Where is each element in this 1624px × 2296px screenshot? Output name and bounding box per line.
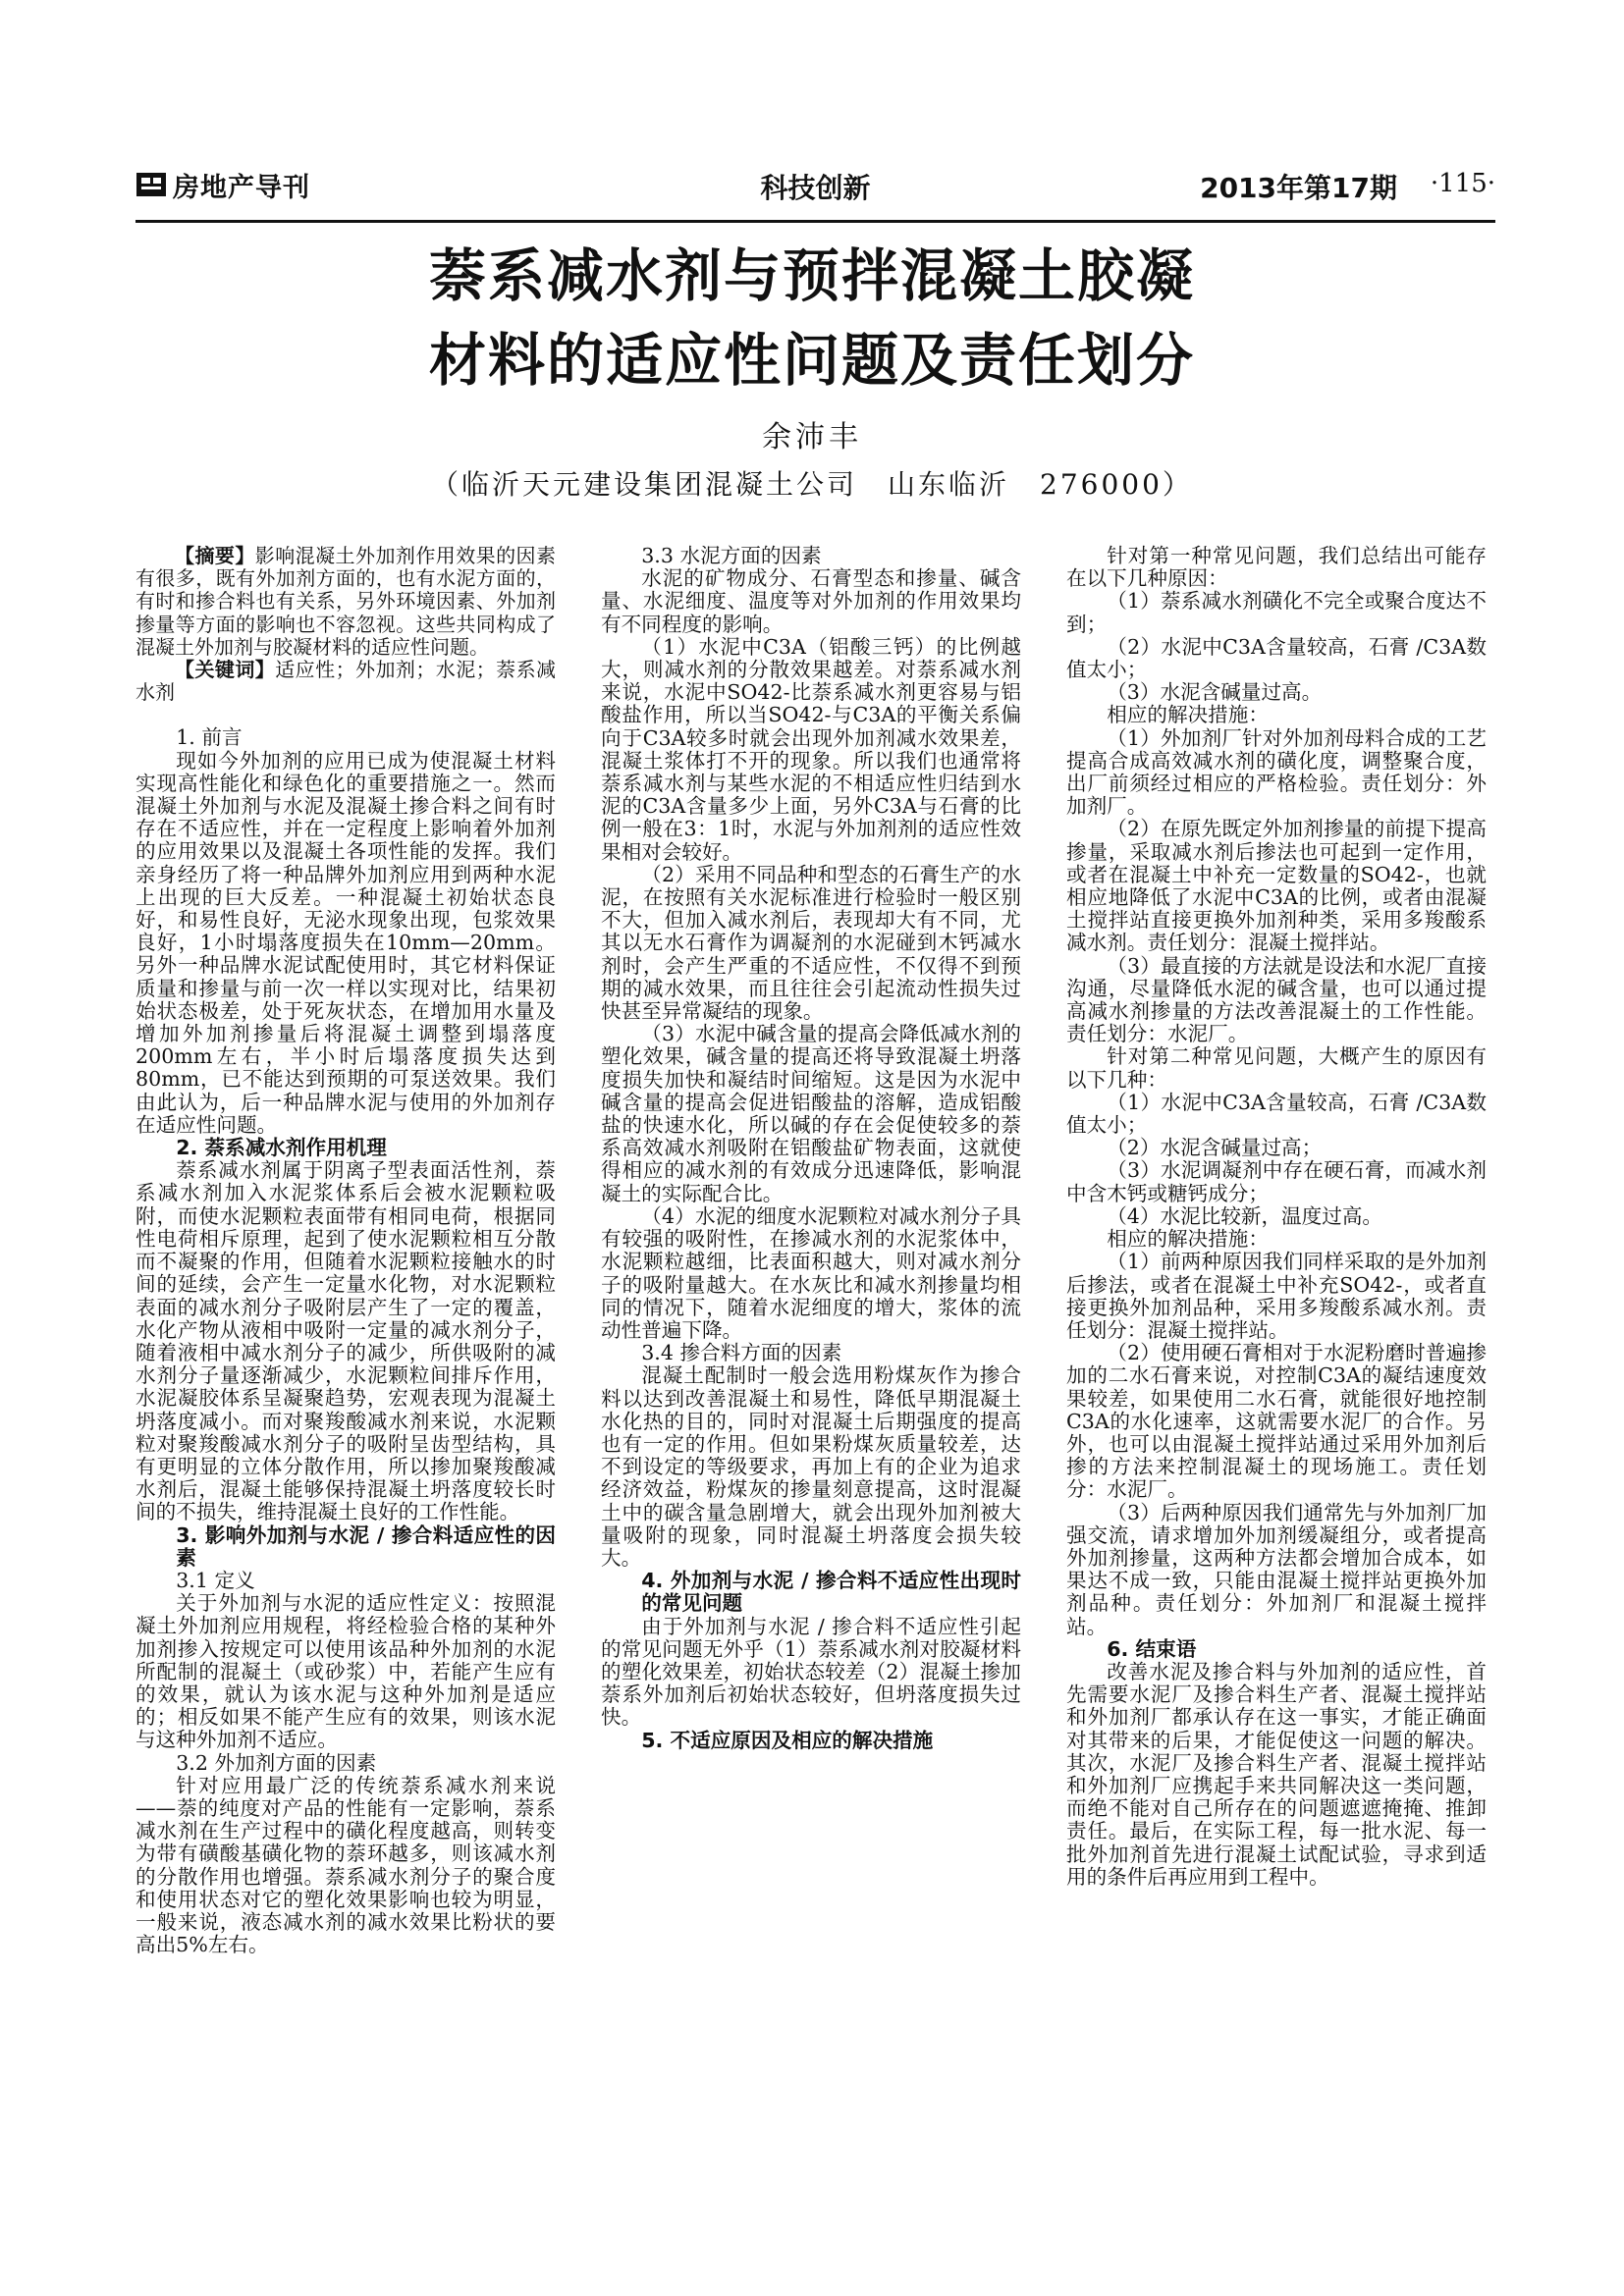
section-5-intro-2: 针对第二种常见问题，大概产生的原因有以下几种： (1066, 1044, 1487, 1092)
page-number: ·115· (1430, 169, 1495, 198)
section-3-3-item-3: （3）水泥中碱含量的提高会降低减水剂的塑化效果，碱含量的提高还将导致混凝土坍落度损失加快和凝结时间缩短。这是因为水泥中碱含量的提高会促进铝酸盐的溶解，造成铝酸盐的快速水化，所以碱的存在会促使较多的萘系高效减水剂吸附在铝酸盐矿物表面，这就使得相应的减水剂的有效成分迅速降低，影响混凝土的实际配合比。 (601, 1022, 1021, 1205)
section-3-2-heading: 3.2 外加剂方面的因素 (176, 1750, 377, 1775)
abstract: 【摘要】影响混凝土外加剂作用效果的因素有很多，既有外加剂方面的，也有水泥方面的，有时和掺合料也有关系，另外环境因素、外加剂掺量等方面的影响也不容忽视。这些共同构成了混凝土外加剂与胶凝材料的适应性问题。 (135, 544, 557, 659)
title-line-2: 材料的适应性问题及责任划分 (428, 327, 1195, 394)
section-2-heading: 2. 萘系减水剂作用机理 (176, 1136, 387, 1160)
page-header (135, 157, 1495, 214)
section-3-4-paragraph: 混凝土配制时一般会选用粉煤灰作为掺合料以达到改善混凝土和易性，降低早期混凝土水化热的目的，同时对混凝土后期强度的提高也有一定的作用。但如果粉煤灰质量较差，达不到设定的等级要求，再加上有的企业为追求经济效益，粉煤灰的掺量刻意提高，这时混凝土中的碳含量急剧增大，就会出现外加剂被大量吸附的现象，同时混凝土坍落度会损失较大。 (601, 1363, 1021, 1570)
section-5-measures-label-1: 相应的解决措施： (1107, 703, 1269, 727)
section-4-heading: 4. 外加剂与水泥 / 掺合料不适应性出现时的常见问题 (641, 1569, 1021, 1616)
section-5-cause-3: （3）水泥调凝剂中存在硬石膏，而减水剂中含木钙或糖钙成分； (1066, 1158, 1487, 1205)
section-5-measure-2: （2）在原先既定外加剂掺量的前提下提高掺量，采取减水剂后掺法也可起到一定作用，或者在混凝土中补充一定数量的SO42-，也就相应地降低了水泥中C3A的比例，或者由混凝土搅拌站直接更换外加剂种类，采用多羧酸系减水剂。责任划分：混凝土搅拌站。 (1066, 817, 1487, 955)
title-line-1: 萘系减水剂与预拌混凝土胶凝 (428, 242, 1195, 309)
column-3 (1066, 545, 1487, 1889)
section-5-reason-2: （2）水泥中C3A含量较高，石膏 /C3A数值太小； (1066, 634, 1487, 682)
section-3-3-item-4: （4）水泥的细度水泥颗粒对减水剂分子具有较强的吸附性，在掺减水剂的水泥浆体中，水泥颗粒越细，比表面积越大，则对减水剂分子的吸附量越大。在水灰比和减水剂掺量均相同的情况下，随着水泥细度的增大，浆体的流动性普遍下降。 (601, 1203, 1021, 1342)
section-3-3-item-1: （1）水泥中C3A（铝酸三钙）的比例越大，则减水剂的分散效果越差。对萘系减水剂来说，水泥中SO42-比萘系减水剂更容易与铝酸盐作用，所以当SO42-与C3A的平衡关系偏向于C3A较多时就会出现外加剂减水效果差，混凝土浆体打不开的现象。所以我们也通常将萘系减水剂与某些水泥的不相适应性归结到水泥的C3A含量多少上面，另外C3A与石膏的比例一般在3：1时，水泥与外加剂剂的适应性效果相对会较好。 (601, 634, 1021, 864)
section-5-measure-1: （1）外加剂厂针对外加剂母料合成的工艺提高合成高效减水剂的磺化度，调整聚合度，出厂前须经过相应的严格检验。责任划分：外加剂厂。 (1066, 725, 1487, 819)
section-6-heading: 6. 结束语 (1107, 1636, 1197, 1661)
section-5-measure-3: （3）最直接的方法就是设法和水泥厂直接沟通，尽量降低水泥的碱含量，也可以通过提高减水剂掺量的方法改善混凝土的工作性能。责任划分：水泥厂。 (1066, 953, 1487, 1046)
section-3-1-heading: 3.1 定义 (176, 1568, 255, 1592)
author: 余沛丰 (762, 420, 862, 454)
journal-name: 房地产导刊 (173, 172, 310, 203)
section-5-reason-1: （1）萘系减水剂磺化不完全或聚合度达不到； (1066, 589, 1487, 636)
section-1-paragraph: 现如今外加剂的应用已成为使混凝土材料实现高性能化和绿色化的重要措施之一。然而混凝土外加剂与水泥及混凝土掺合料之间有时存在不适应性，并在一定程度上影响着外加剂的应用效果以及混凝土各项性能的发挥。我们亲身经历了将一种品牌外加剂应用到两种水泥上出现的巨大反差。一种混凝土初始状态良好，和易性良好，无泌水现象出现，包浆效果良好，1小时塌落度损失在10mm—20mm。另外一种品牌水泥试配使用时，其它材料保证质量和掺量与前一次一样以实现对比，结果初始状态极差，处于死灰状态，在增加用水量及增加外加剂掺量后将混凝土调整到塌落度200mm左右，半小时后塌落度损失达到80mm，已不能达到预期的可泵送效果。我们由此认为，后一种品牌水泥与使用的外加剂存在适应性问题。 (135, 748, 556, 1137)
section-5-cause-2: （2）水泥含碱量过高； (1107, 1136, 1323, 1160)
section-3-heading: 3. 影响外加剂与水泥 / 掺合料适应性的因素 (176, 1522, 556, 1570)
section-5-intro-1: 针对第一种常见问题，我们总结出可能存在以下几种原因： (1066, 544, 1487, 591)
section-name: 科技创新 (760, 172, 871, 204)
section-6-paragraph: 改善水泥及掺合料与外加剂的适应性，首先需要水泥厂及掺合料生产者、混凝土搅拌站和外加剂厂都承认存在这一事实，才能正确面对其带来的后果，才能促使这一问题的解决。其次，水泥厂及掺合料生产者、混凝土搅拌站和外加剂厂应携起手来共同解决这一类问题，而绝不能对自己所存在的问题遮遮掩掩、推卸责任。最后，在实际工程，每一批水泥、每一批外加剂首先进行混凝土试配试验，寻求到适用的条件后再应用到工程中。 (1066, 1659, 1487, 1889)
section-3-1-paragraph: 关于外加剂与水泥的适应性定义：按照混凝土外加剂应用规程，将经检验合格的某种外加剂掺入按规定可以使用该品种外加剂的水泥所配制的混凝土（或砂浆）中，若能产生应有的效果，就认为该水泥与这种外加剂是适应的；相反如果不能产生应有的效果，则该水泥与这种外加剂不适应。 (135, 1591, 556, 1752)
section-3-3-heading: 3.3 水泥方面的因素 (641, 544, 822, 567)
section-5-cause-4: （4）水泥比较新，温度过高。 (1107, 1203, 1383, 1228)
issue-label: 2013年第17期 (1200, 172, 1397, 204)
section-5-heading: 5. 不适应原因及相应的解决措施 (641, 1728, 934, 1752)
section-5-solution-1: （1）前两种原因我们同样采取的是外加剂后掺法，或者在混凝土中补充SO42-，或者直接更换外加剂品种，采用多羧酸系减水剂。责任划分：混凝土搅拌站。 (1066, 1250, 1487, 1342)
column-2 (601, 545, 1021, 1752)
section-1-heading: 1. 前言 (176, 725, 243, 750)
section-5-solution-2: （2）使用硬石膏相对于水泥粉磨时普遍掺加的二水石膏来说，对控制C3A的凝结速度效果较差，如果使用二水石膏，就能很好地控制C3A的水化速率，这就需要水泥厂的合作。另外，也可以由混凝土搅拌站通过采用外加剂后掺的方法来控制混凝土的现场施工。责任划分：水泥厂。 (1066, 1341, 1487, 1502)
section-3-3-intro: 水泥的矿物成分、石膏型态和掺量、碱含量、水泥细度、温度等对外加剂的作用效果均有不同程度的影响。 (601, 566, 1021, 636)
section-5-reason-3: （3）水泥含碱量过高。 (1107, 680, 1323, 705)
keywords: 【关键词】适应性；外加剂；水泥；萘系减水剂 (135, 658, 557, 705)
section-4-paragraph: 由于外加剂与水泥 / 掺合料不适应性引起的常见问题无外乎（1）萘系减水剂对胶凝材料的塑化效果差，初始状态较差（2）混凝土掺加萘系外加剂后初始状态较好，但坍落度损失过快。 (601, 1614, 1021, 1730)
section-3-2-paragraph: 针对应用最广泛的传统萘系减水剂来说——萘的纯度对产品的性能有一定影响，萘系减水剂在生产过程中的磺化程度越高，则转变为带有磺酸基磺化物的萘环越多，则该减水剂的分散作用也增强。萘系减水剂分子的聚合度和使用状态对它的塑化效果影响也较为明显，一般来说，液态减水剂的减水效果比粉状的要高出5%左右。 (135, 1773, 556, 1957)
section-3-3-item-2: （2）采用不同品种和型态的石膏生产的水泥，在按照有关水泥标准进行检验时一般区别不大，但加入减水剂后，表现却大有不同，尤其以无水石膏作为调凝剂的水泥碰到木钙减水剂时，会产生严重的不适应性，不仅得不到预期的减水效果，而且往往会引起流动性损失过快甚至异常凝结的现象。 (601, 862, 1021, 1024)
affiliation: （临沂天元建设集团混凝土公司 山东临沂 276000） (431, 468, 1193, 501)
section-5-measures-label-2: 相应的解决措施： (1107, 1227, 1269, 1252)
section-5-cause-1: （1）水泥中C3A含量较高，石膏 /C3A数值太小； (1066, 1090, 1487, 1138)
section-5-solution-3: （3）后两种原因我们通常先与外加剂厂加强交流，请求增加外加剂缓凝组分，或者提高外加剂掺量，这两种方法都会增加合成本，如果达不成一致，只能由混凝土搅拌站更换外加剂品种。责任划分：外加剂厂和混凝土搅拌站。 (1066, 1500, 1487, 1638)
section-2-paragraph: 萘系减水剂属于阴离子型表面活性剂，萘系减水剂加入水泥浆体系后会被水泥颗粒吸附，而使水泥颗粒表面带有相同电荷，根据同性电荷相斥原理，起到了使水泥颗粒相互分散而不凝聚的作用，但随着水泥颗粒接触水的时间的延续，会产生一定量水化物，对水泥颗粒表面的减水剂分子吸附层产生了一定的覆盖，水化产物从液相中吸附一定量的减水剂分子，随着液相中减水剂分子的减少，所供吸附的减水剂分子量逐渐减少，水泥颗粒间排斥作用，水泥凝胶体系呈凝聚趋势，宏观表现为混凝土坍落度减小。而对聚羧酸减水剂来说，水泥颗粒对聚羧酸减水剂分子的吸附呈齿型结构，具有更明显的立体分散作用，所以掺加聚羧酸减水剂后，混凝土能够保持混凝土坍落度较长时间的不损失，维持混凝土良好的工作性能。 (135, 1158, 556, 1524)
article-title (295, 234, 1329, 402)
column-1 (135, 545, 556, 1956)
section-3-4-heading: 3.4 掺合料方面的因素 (641, 1341, 842, 1365)
header-rule (135, 220, 1495, 223)
